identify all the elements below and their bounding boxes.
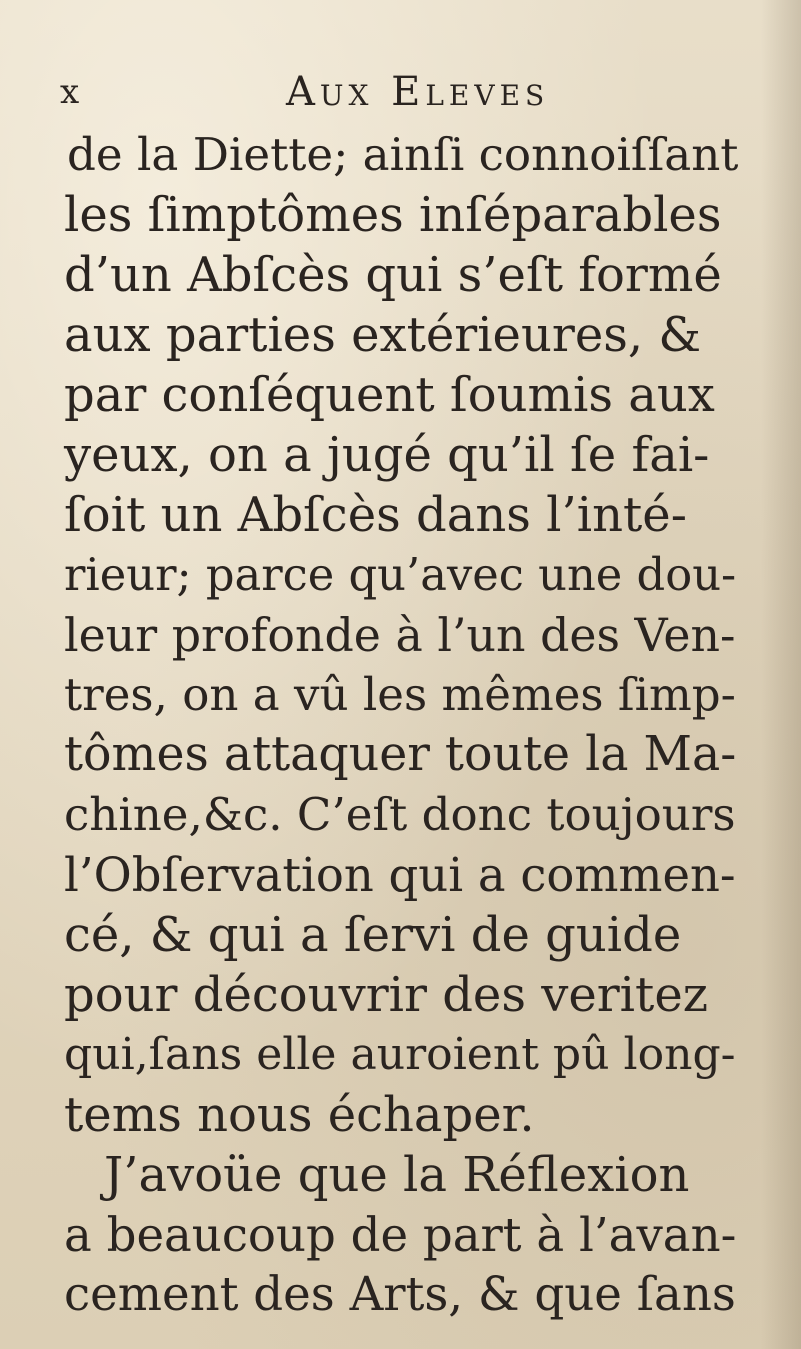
text-line: l’Obſervation qui a commen- [64, 848, 736, 902]
signature-mark: x [60, 72, 81, 112]
text-line: yeux, on a jugé qu’il ſe fai- [64, 427, 710, 483]
running-header [60, 70, 660, 114]
text-line: par conſéquent ſoumis aux [64, 367, 715, 423]
text-line: de la Diette; ainſi connoiſſant [67, 128, 739, 181]
text-line: tems nous échaper. [64, 1087, 535, 1143]
text-line: leur profonde à l’un des Ven- [64, 608, 736, 662]
text-line: les ſimptômes inſéparables [64, 187, 722, 243]
text-line: d’un Abſcès qui s’eſt formé [64, 247, 722, 303]
text-line: qui,ſans elle auroient pû long- [64, 1029, 736, 1080]
text-line: aux parties extérieures, & [64, 307, 702, 363]
text-line: cement des Arts, & que ſans [64, 1268, 736, 1322]
text-line: a beaucoup de part à l’avan- [64, 1208, 737, 1262]
text-line: tômes attaquer toute la Ma- [64, 727, 737, 782]
text-line: rieur; parce qu’avec une dou- [64, 548, 737, 601]
page-edge-shadow [761, 0, 801, 1349]
text-line: tres, on a vû les mêmes ſimp- [64, 668, 736, 721]
text-line: cé, & qui a ſervi de guide [64, 907, 682, 963]
text-line: pour découvrir des veritez [64, 967, 709, 1023]
text-line: ſoit un Abſcès dans l’inté- [64, 487, 687, 543]
text-line: chine,&c. C’eſt donc toujours [64, 788, 736, 841]
text-line: J’avoüe que la Réflexion [104, 1147, 690, 1203]
running-title: Aux Eleves [286, 69, 550, 115]
